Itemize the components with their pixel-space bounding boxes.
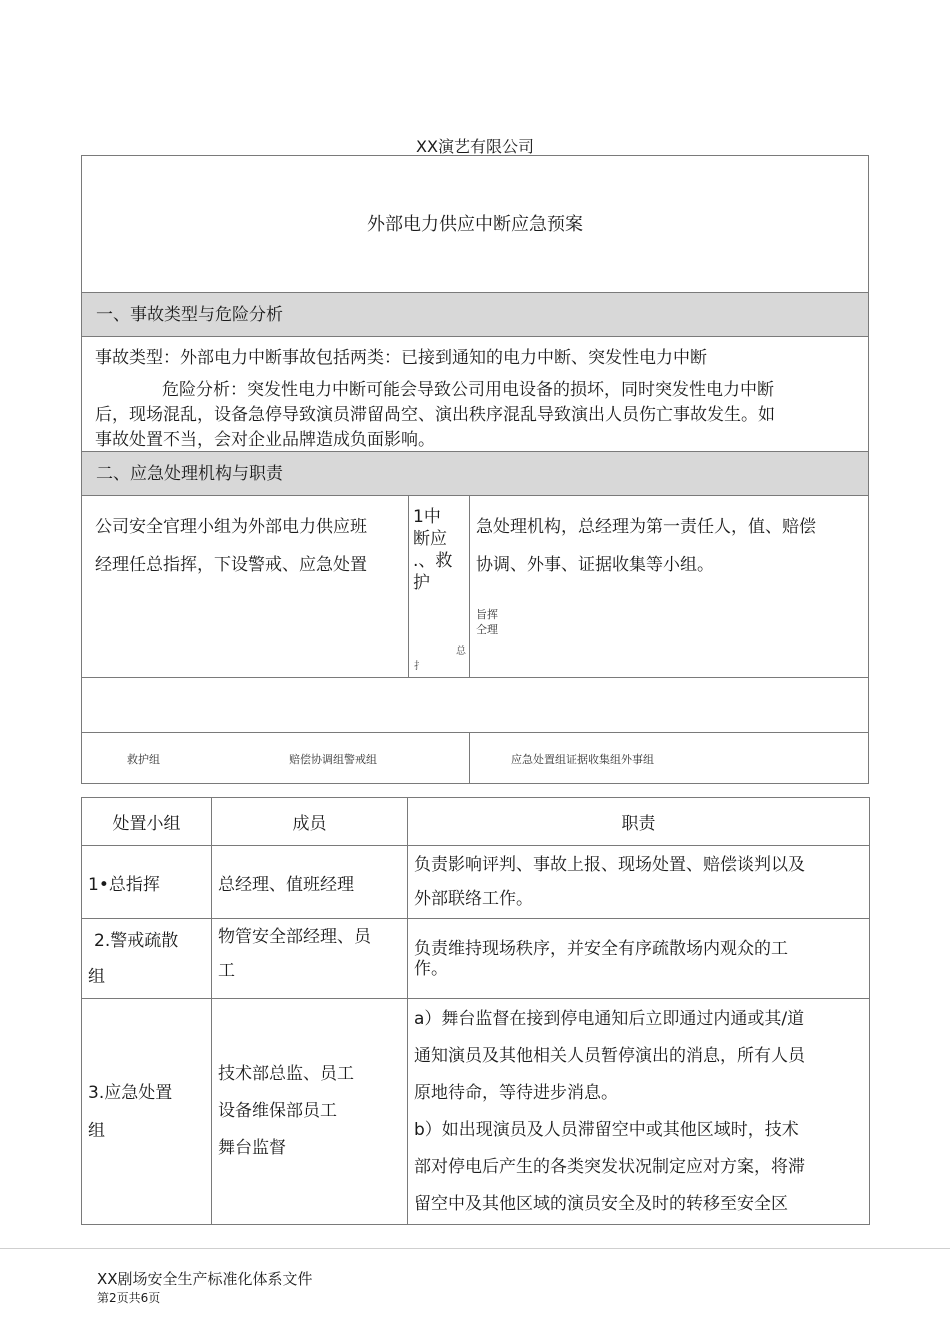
footer-divider: [0, 1248, 950, 1249]
divider: [81, 732, 869, 733]
member-line: 舞台监督: [218, 1138, 286, 1158]
responsibility-table: [81, 797, 870, 1225]
divider: [81, 677, 869, 678]
duty-line: 通知演员及其他相关人员暂停演出的消息，所有人员: [414, 1046, 805, 1066]
group-line: 3.应急处置: [88, 1082, 173, 1103]
member-line: 物管安全部经理、员: [218, 927, 371, 947]
group-line: 2.警戒疏散: [94, 930, 179, 951]
org-right-line-1: 急处理机构，总经理为第一责任人，值、赔偿: [476, 517, 816, 537]
header-members: 成员: [212, 798, 408, 846]
org-left-line-2: 经理任总指挥，下设警戒、应急处置: [95, 555, 367, 575]
duty-line: 负责影响评判、事故上报、现场处置、赔偿谈判以及: [414, 855, 805, 875]
org-right-line-2: 协调、外事、证据收集等小组。: [476, 555, 714, 575]
table-row: [82, 846, 870, 919]
duty-line: 负责维持现场秩序，并安全有序疏散场内观众的工: [414, 938, 788, 959]
member-line: 工: [218, 961, 235, 981]
members-cell: [212, 919, 408, 999]
group-line: 组: [88, 966, 105, 987]
org-mid-small-2: 扌: [414, 661, 424, 672]
divider: [469, 732, 470, 784]
divider: [408, 496, 409, 678]
org-right-small: [476, 607, 498, 637]
member-line: 设备维保部员工: [218, 1101, 337, 1121]
group-cell: [82, 919, 212, 999]
company-name: XX演艺有限公司: [416, 137, 534, 156]
org-description-right: [476, 508, 816, 584]
footer-doc-name: XX剧场安全生产标准化体系文件: [97, 1270, 313, 1288]
org-chart-left-2: 赔偿协调组警戒组: [289, 753, 377, 766]
duty-line: a）舞台监督在接到停电通知后立即通过内通或其/道: [414, 1009, 805, 1029]
footer-page-number: 第2页共6页: [97, 1291, 161, 1305]
duty-line: 部对停电后产生的各类突发状况制定应对方案，将滞: [414, 1157, 805, 1177]
duty-line: 留空中及其他区域的演员安全及时的转移至安全区: [414, 1194, 788, 1214]
divider: [469, 496, 470, 678]
duty-cell: [408, 846, 870, 919]
section1-heading: 一、事故类型与危险分析: [82, 292, 868, 337]
risk-line-2: 后，现场混乱，设备急停导致演员滞留咼空、演出秩序混乱导致演出人员伤亡事故发生。如: [95, 405, 775, 425]
org-left-line-1: 公司安全官理小组为外部电力供应班: [95, 517, 367, 537]
header-group: 处置小组: [82, 798, 212, 846]
members-cell: 总经理、值班经理: [212, 846, 408, 919]
header-duty: 职责: [408, 798, 870, 846]
group-line: 组: [88, 1120, 105, 1141]
org-mid-line-1: 1中: [413, 507, 441, 527]
duty-line: 作。: [414, 958, 448, 979]
table-header-row: [82, 798, 870, 846]
risk-line-1: 危险分析：突发性电力中断可能会导致公司用电设备的损坏，同时突发性电力中断: [162, 380, 774, 400]
org-chart-left-1: 救护组: [127, 753, 160, 766]
document-title: 外部电力供应中断应急预案: [367, 214, 583, 235]
section2-heading: 二、应急处理机构与职责: [82, 451, 868, 496]
org-chart-right: 应急处置组证据收集组外事组: [511, 753, 654, 766]
group-cell: 1•总指挥: [82, 846, 212, 919]
members-cell: [212, 999, 408, 1225]
duty-line: 外部联络工作。: [414, 889, 533, 909]
duty-cell: [408, 919, 870, 999]
org-mid-line-3: .、救: [413, 551, 453, 571]
table-row: [82, 999, 870, 1225]
group-cell: [82, 999, 212, 1225]
org-right-small-1: 旨挥: [476, 608, 498, 621]
org-mid-small-1: 总: [456, 646, 466, 657]
org-right-small-2: 仝理: [476, 623, 498, 636]
duty-cell: [408, 999, 870, 1225]
org-mid-line-2: 断应: [413, 529, 447, 549]
member-line: 技术部总监、员工: [218, 1064, 354, 1084]
duty-line: 原地待命，等待进步消息。: [414, 1083, 618, 1103]
accident-type-text: 事故类型：外部电力中断事故包括两类：已接到通知的电力中断、突发性电力中断: [95, 348, 707, 368]
org-mid-line-4: 护: [413, 573, 430, 593]
duty-line: b）如出现演员及人员滞留空中或其他区域时，技术: [414, 1120, 799, 1140]
table-row: [82, 919, 870, 999]
org-description-mid: [413, 506, 452, 594]
org-description-left: [95, 508, 367, 584]
risk-line-3: 事故处置不当，会对企业品牌造成负面影响。: [95, 430, 435, 450]
